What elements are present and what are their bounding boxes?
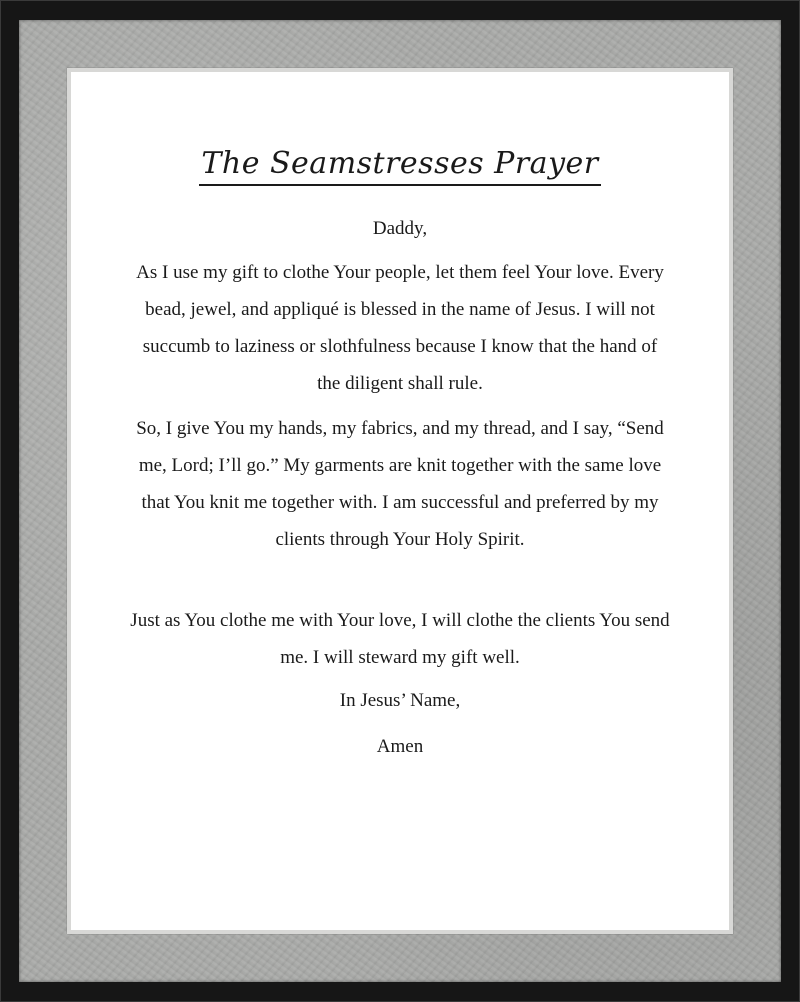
paragraph-text: Just as You clothe me with Your love, I will clothe the clients You send me. I will steward my gift well. [130,610,670,668]
amen-text: Amen [376,736,424,757]
salutation-text: Daddy, [372,218,428,239]
title-container [71,144,729,186]
paragraph-2 [130,410,670,558]
closing [130,682,670,719]
amen [130,728,670,765]
closing-text: In Jesus’ Name, [339,690,461,711]
document-title: The Seamstresses Prayer [199,144,600,186]
paragraph-text: So, I give You my hands, my fabrics, and my thread, and I say, “Send me, Lord; I’ll go.” My garments are knit together with the same love that You knit me together with. I am successful and preferred by my clients through Your Holy Spirit. [136,418,664,550]
salutation [130,210,670,247]
paragraph-text: As I use my gift to clothe Your people, let them feel Your love. Every bead, jewel, and appliqué is blessed in the name of Jesus. I will not succumb to laziness or slothfulness because I know that the hand of the diligent shall rule. [136,262,664,394]
paragraph-3 [130,602,670,676]
paragraph-1 [130,254,670,402]
